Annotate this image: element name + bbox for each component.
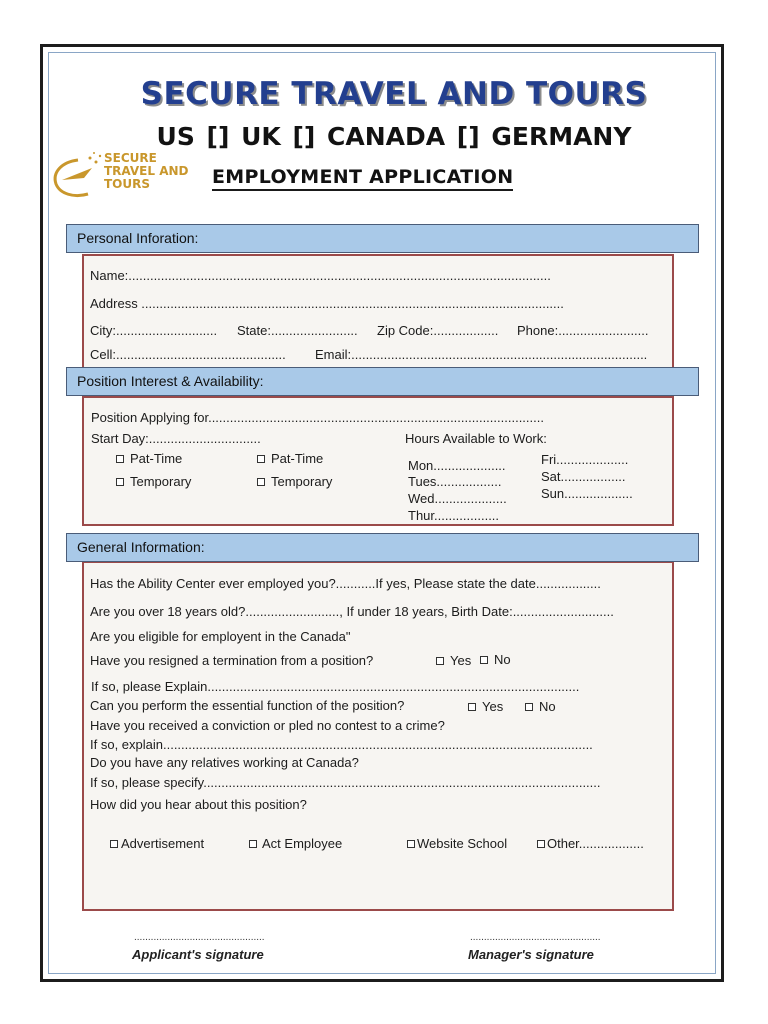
personal-section-header: Personal Inforation: bbox=[66, 224, 699, 253]
checkbox-icon[interactable] bbox=[257, 455, 265, 463]
age-question[interactable]: Are you over 18 years old?.........................., If under 18 years, Birth Date:............................ bbox=[90, 604, 614, 619]
resigned-no-option[interactable] bbox=[480, 652, 511, 667]
form-subtitle: EMPLOYMENT APPLICATION bbox=[212, 166, 513, 191]
act-employee-option[interactable] bbox=[249, 836, 342, 851]
website-school-label: Website School bbox=[417, 836, 508, 851]
parttime-option-2[interactable] bbox=[257, 451, 323, 466]
manager-signature-label: Manager's signature bbox=[468, 947, 594, 962]
temporary-option-1[interactable] bbox=[116, 474, 191, 489]
hear-about-question: How did you hear about this position? bbox=[90, 797, 307, 812]
checkbox-icon[interactable] bbox=[249, 840, 257, 848]
checkbox-icon[interactable] bbox=[480, 656, 488, 664]
checkbox-icon[interactable] bbox=[436, 657, 444, 665]
checkbox-icon[interactable] bbox=[537, 840, 545, 848]
website-school-option[interactable] bbox=[407, 836, 507, 851]
countries-line: US [] UK [] CANADA [] GERMANY bbox=[156, 122, 632, 151]
tuesday-hours-field[interactable]: Tues.................. bbox=[408, 474, 502, 489]
checkbox-icon[interactable] bbox=[257, 478, 265, 486]
checkbox-icon[interactable] bbox=[116, 478, 124, 486]
sunday-hours-field[interactable]: Sun................... bbox=[541, 486, 633, 501]
temporary-label-1: Temporary bbox=[130, 474, 192, 489]
company-title: SECURE TRAVEL AND TOURS bbox=[140, 76, 648, 112]
essential-no-option[interactable] bbox=[525, 699, 556, 714]
eligibility-question: Are you eligible for employent in the Canada" bbox=[90, 629, 351, 644]
applicant-signature-label: Applicant's signature bbox=[132, 947, 264, 962]
logo-line-3: TOURS bbox=[104, 177, 151, 191]
logo-line-2: TRAVEL AND bbox=[104, 164, 189, 178]
resigned-question: Have you resigned a termination from a position? bbox=[90, 653, 374, 668]
monday-hours-field[interactable]: Mon.................... bbox=[408, 458, 506, 473]
explain-field-1[interactable]: If so, please Explain....................................................................................................... bbox=[91, 679, 580, 694]
yes-label: Yes bbox=[450, 653, 472, 668]
checkbox-icon[interactable] bbox=[468, 703, 476, 711]
address-field[interactable]: Address ..................................................................................................................... bbox=[90, 296, 564, 311]
essential-yes-option[interactable] bbox=[468, 699, 503, 714]
act-employee-label: Act Employee bbox=[262, 836, 343, 851]
relatives-question: Do you have any relatives working at Canada? bbox=[90, 755, 359, 770]
parttime-label-2: Pat-Time bbox=[271, 451, 324, 466]
general-section-header: General Information: bbox=[66, 533, 699, 562]
start-day-field[interactable]: Start Day:............................... bbox=[91, 431, 261, 446]
specify-field[interactable]: If so, please specify.............................................................................................................. bbox=[90, 775, 601, 790]
wednesday-hours-field[interactable]: Wed.................... bbox=[408, 491, 507, 506]
other-option[interactable] bbox=[537, 836, 665, 851]
parttime-label-1: Pat-Time bbox=[130, 451, 183, 466]
email-field[interactable]: Email:.................................................................................. bbox=[315, 347, 648, 362]
city-field[interactable]: City:............................ bbox=[90, 323, 218, 338]
checkbox-icon[interactable] bbox=[110, 840, 118, 848]
explain-field-2[interactable]: If so, explain....................................................................................................................... bbox=[90, 737, 593, 752]
temporary-label-2: Temporary bbox=[271, 474, 333, 489]
checkbox-icon[interactable] bbox=[525, 703, 533, 711]
company-logo bbox=[48, 150, 108, 204]
checkbox-icon[interactable] bbox=[116, 455, 124, 463]
yes-label: Yes bbox=[482, 699, 504, 714]
saturday-hours-field[interactable]: Sat.................. bbox=[541, 469, 626, 484]
state-field[interactable]: State:........................ bbox=[237, 323, 358, 338]
position-applying-field[interactable]: Position Applying for............................................................................................. bbox=[91, 410, 544, 425]
hours-available-label: Hours Available to Work: bbox=[405, 431, 547, 446]
logo-wordmark bbox=[104, 152, 189, 191]
no-label: No bbox=[494, 652, 511, 667]
checkbox-icon[interactable] bbox=[407, 840, 415, 848]
manager-signature-line[interactable]: ............................................... bbox=[470, 932, 601, 943]
no-label: No bbox=[539, 699, 556, 714]
position-section-header: Position Interest & Availability: bbox=[66, 367, 699, 396]
conviction-question: Have you received a conviction or pled no contest to a crime? bbox=[90, 718, 445, 733]
parttime-option-1[interactable] bbox=[116, 451, 182, 466]
essential-function-question: Can you perform the essential function of the position? bbox=[90, 698, 405, 713]
phone-field[interactable]: Phone:......................... bbox=[517, 323, 649, 338]
applicant-signature-line[interactable]: ............................................... bbox=[134, 932, 265, 943]
advertisement-label: Advertisement bbox=[121, 836, 205, 851]
thursday-hours-field[interactable]: Thur.................. bbox=[408, 508, 500, 523]
logo-line-1: SECURE bbox=[104, 151, 157, 165]
resigned-yes-option[interactable] bbox=[436, 653, 471, 668]
advertisement-option[interactable] bbox=[110, 836, 204, 851]
friday-hours-field[interactable]: Fri.................... bbox=[541, 452, 629, 467]
other-label: Other.................. bbox=[547, 836, 644, 851]
zip-field[interactable]: Zip Code:.................. bbox=[377, 323, 499, 338]
employed-before-question[interactable]: Has the Ability Center ever employed you?...........If yes, Please state the date.................. bbox=[90, 576, 601, 591]
name-field[interactable]: Name:..................................................................................................................... bbox=[90, 268, 551, 283]
temporary-option-2[interactable] bbox=[257, 474, 332, 489]
cell-field[interactable]: Cell:............................................... bbox=[90, 347, 286, 362]
